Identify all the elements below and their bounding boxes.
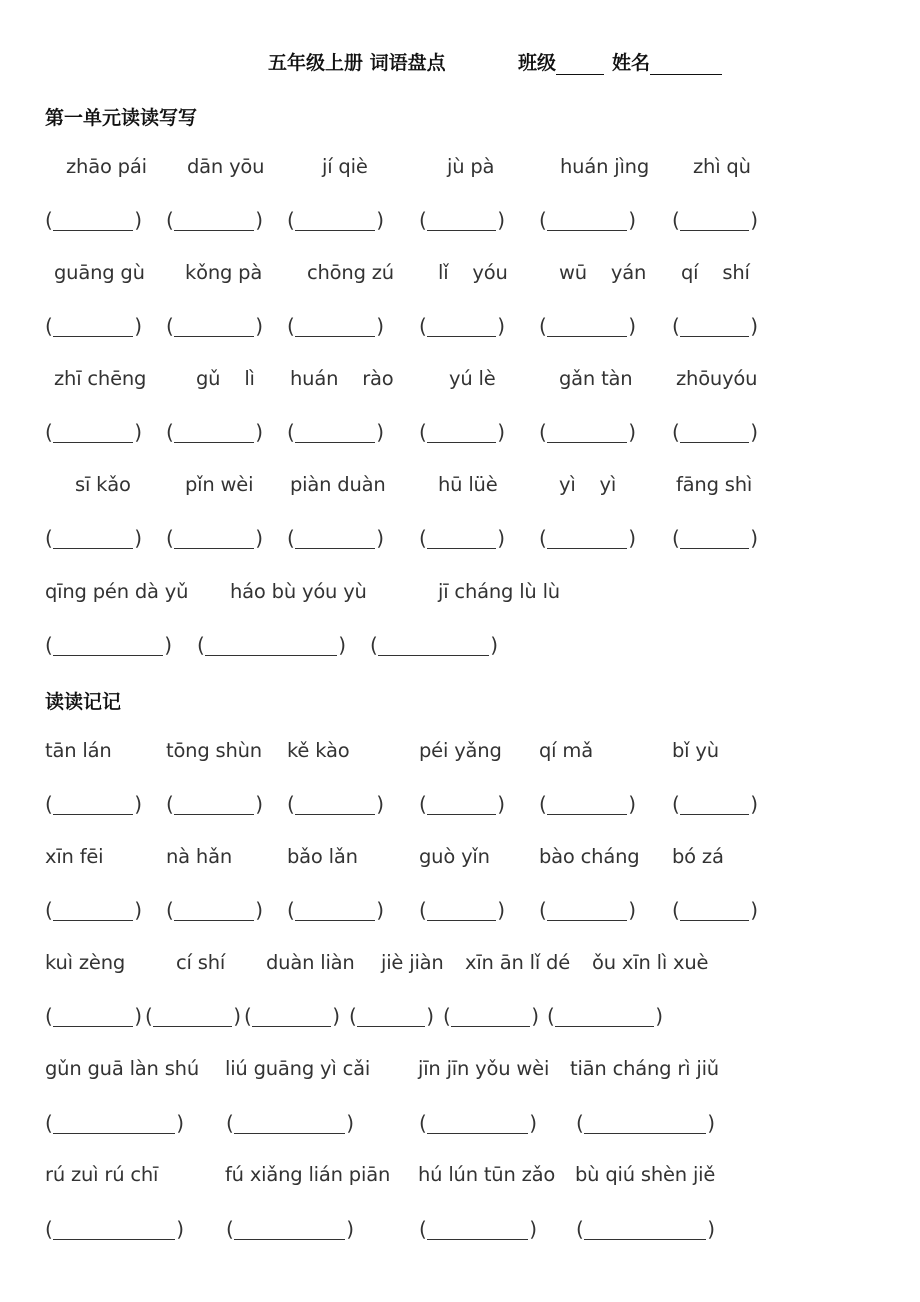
answer-underline [53, 814, 133, 815]
answer-row [0, 898, 920, 932]
close-paren: ) [164, 633, 172, 657]
answer-underline [547, 442, 627, 443]
close-paren: ) [497, 792, 505, 816]
answer-blank[interactable] [45, 526, 142, 556]
close-paren: ) [750, 526, 758, 550]
close-paren: ) [497, 208, 505, 232]
open-paren: ( [45, 526, 53, 550]
pinyin-word: huán rào [290, 367, 394, 390]
answer-blank[interactable] [287, 208, 384, 238]
pinyin-word: wū yán [559, 261, 647, 284]
answer-blank[interactable] [45, 208, 142, 238]
open-paren: ( [197, 633, 205, 657]
open-paren: ( [539, 314, 547, 338]
answer-underline [547, 336, 627, 337]
close-paren: ) [376, 898, 384, 922]
pinyin-word: ǒu xīn lì xuè [592, 951, 709, 974]
answer-blank[interactable] [45, 633, 172, 663]
open-paren: ( [45, 1217, 53, 1241]
open-paren: ( [287, 526, 295, 550]
answer-blank[interactable] [145, 1004, 241, 1034]
close-paren: ) [750, 792, 758, 816]
answer-underline [53, 920, 133, 921]
answer-underline [427, 1239, 528, 1240]
pinyin-row [0, 580, 920, 614]
close-paren: ) [176, 1217, 184, 1241]
answer-blank[interactable] [226, 1217, 354, 1247]
pinyin-word: xīn fēi [45, 845, 104, 868]
close-paren: ) [707, 1111, 715, 1135]
pinyin-word: tiān cháng rì jiǔ [570, 1057, 719, 1080]
class-label: 班级 [518, 52, 557, 74]
answer-underline [174, 336, 254, 337]
close-paren: ) [655, 1004, 663, 1028]
answer-blank[interactable] [419, 898, 505, 928]
open-paren: ( [419, 898, 427, 922]
answer-underline [53, 1133, 175, 1134]
answer-blank[interactable] [45, 420, 142, 450]
answer-blank[interactable] [539, 420, 636, 450]
close-paren: ) [497, 314, 505, 338]
answer-blank[interactable] [45, 898, 142, 928]
answer-underline [295, 920, 375, 921]
name-label: 姓名 [612, 52, 651, 74]
answer-blank[interactable] [244, 1004, 340, 1034]
close-paren: ) [628, 526, 636, 550]
answer-underline [252, 1026, 331, 1027]
pinyin-word: zhì qù [693, 155, 751, 178]
close-paren: ) [255, 314, 263, 338]
pinyin-word: yú lè [449, 367, 496, 390]
page-header [0, 48, 920, 78]
open-paren: ( [547, 1004, 555, 1028]
answer-underline [378, 655, 489, 656]
pinyin-word: pǐn wèi [185, 473, 254, 496]
pinyin-word: gǔ lì [196, 367, 255, 390]
pinyin-word: qí mǎ [539, 739, 593, 762]
answer-blank[interactable] [166, 208, 263, 238]
answer-blank[interactable] [547, 1004, 663, 1034]
answer-blank[interactable] [539, 898, 636, 928]
close-paren: ) [376, 420, 384, 444]
answer-underline [427, 230, 496, 231]
answer-underline [295, 336, 375, 337]
answer-underline [153, 1026, 232, 1027]
answer-underline [295, 548, 375, 549]
pinyin-word: piàn duàn [290, 473, 386, 496]
answer-underline [547, 230, 627, 231]
answer-underline [53, 230, 133, 231]
pinyin-row [0, 1057, 920, 1091]
open-paren: ( [576, 1111, 584, 1135]
pinyin-word: jīn jīn yǒu wèi [418, 1057, 550, 1080]
pinyin-word: bǎo lǎn [287, 845, 358, 868]
pinyin-word: bào cháng [539, 845, 640, 868]
close-paren: ) [134, 208, 142, 232]
answer-blank[interactable] [672, 420, 758, 450]
answer-blank[interactable] [672, 792, 758, 822]
pinyin-word: jī cháng lù lù [438, 580, 560, 603]
close-paren: ) [529, 1111, 537, 1135]
pinyin-row [0, 473, 920, 507]
close-paren: ) [750, 208, 758, 232]
open-paren: ( [287, 792, 295, 816]
open-paren: ( [419, 208, 427, 232]
pinyin-word: yì yì [559, 473, 617, 496]
answer-blank[interactable] [672, 208, 758, 238]
open-paren: ( [370, 633, 378, 657]
close-paren: ) [255, 208, 263, 232]
answer-row [0, 1111, 920, 1145]
pinyin-word: jí qiè [322, 155, 368, 178]
answer-underline [295, 814, 375, 815]
answer-blank[interactable] [419, 1217, 537, 1247]
close-paren: ) [426, 1004, 434, 1028]
answer-underline [680, 920, 749, 921]
answer-blank[interactable] [45, 1004, 142, 1034]
pinyin-row [0, 261, 920, 295]
close-paren: ) [134, 314, 142, 338]
pinyin-row [0, 155, 920, 189]
answer-row [0, 314, 920, 348]
answer-blank[interactable] [539, 792, 636, 822]
pinyin-word: chōng zú [307, 261, 394, 284]
close-paren: ) [628, 420, 636, 444]
pinyin-word: tān lán [45, 739, 112, 762]
open-paren: ( [672, 314, 680, 338]
answer-underline [205, 655, 337, 656]
close-paren: ) [134, 420, 142, 444]
open-paren: ( [45, 208, 53, 232]
answer-blank[interactable] [45, 1217, 184, 1247]
close-paren: ) [346, 1217, 354, 1241]
answer-blank[interactable] [539, 208, 636, 238]
pinyin-word: liú guāng yì cǎi [225, 1057, 371, 1080]
close-paren: ) [750, 898, 758, 922]
answer-underline [427, 336, 496, 337]
open-paren: ( [419, 420, 427, 444]
answer-underline [295, 442, 375, 443]
open-paren: ( [539, 208, 547, 232]
open-paren: ( [539, 792, 547, 816]
open-paren: ( [443, 1004, 451, 1028]
close-paren: ) [338, 633, 346, 657]
answer-underline [427, 814, 496, 815]
answer-blank[interactable] [287, 420, 384, 450]
close-paren: ) [376, 792, 384, 816]
pinyin-word: zhāo pái [66, 155, 147, 178]
answer-underline [234, 1239, 345, 1240]
answer-underline [53, 442, 133, 443]
open-paren: ( [244, 1004, 252, 1028]
close-paren: ) [529, 1217, 537, 1241]
close-paren: ) [255, 792, 263, 816]
answer-blank[interactable] [672, 898, 758, 928]
answer-underline [53, 655, 163, 656]
answer-blank[interactable] [443, 1004, 539, 1034]
answer-underline [53, 1239, 175, 1240]
pinyin-word: jiè jiàn [381, 951, 444, 974]
class-field [518, 48, 604, 75]
open-paren: ( [672, 792, 680, 816]
close-paren: ) [628, 792, 636, 816]
close-paren: ) [497, 420, 505, 444]
answer-blank[interactable] [166, 314, 263, 344]
answer-blank[interactable] [672, 314, 758, 344]
open-paren: ( [166, 792, 174, 816]
pinyin-row [0, 367, 920, 401]
answer-row [0, 208, 920, 242]
answer-row [0, 1217, 920, 1251]
answer-blank[interactable] [166, 526, 263, 556]
pinyin-word: zhōuyóu [676, 367, 758, 390]
answer-blank[interactable] [539, 526, 636, 556]
pinyin-word: gǎn tàn [559, 367, 633, 390]
answer-blank[interactable] [166, 420, 263, 450]
answer-underline [547, 920, 627, 921]
open-paren: ( [419, 314, 427, 338]
answer-underline [680, 230, 749, 231]
pinyin-word: hú lún tūn zǎo [418, 1163, 556, 1186]
pinyin-word: bù qiú shèn jiě [575, 1163, 716, 1186]
answer-underline [174, 548, 254, 549]
open-paren: ( [349, 1004, 357, 1028]
answer-blank[interactable] [45, 314, 142, 344]
close-paren: ) [497, 898, 505, 922]
open-paren: ( [539, 526, 547, 550]
pinyin-word: fú xiǎng lián piān [225, 1163, 391, 1186]
answer-underline [53, 548, 133, 549]
pinyin-row [0, 1163, 920, 1197]
pinyin-word: cí shí [176, 951, 226, 974]
open-paren: ( [672, 526, 680, 550]
close-paren: ) [233, 1004, 241, 1028]
open-paren: ( [45, 633, 53, 657]
open-paren: ( [672, 208, 680, 232]
section2-title: 读读记记 [45, 691, 122, 713]
open-paren: ( [45, 898, 53, 922]
answer-underline [451, 1026, 530, 1027]
section1-title: 第一单元读读写写 [45, 107, 198, 129]
answer-underline [584, 1239, 706, 1240]
class-blank[interactable] [556, 54, 604, 75]
answer-underline [547, 548, 627, 549]
answer-blank[interactable] [419, 208, 505, 238]
open-paren: ( [287, 208, 295, 232]
answer-row [0, 792, 920, 826]
pinyin-word: lǐ yóu [438, 261, 508, 284]
pinyin-word: xīn ān lǐ dé [465, 951, 571, 974]
open-paren: ( [166, 314, 174, 338]
pinyin-word: gǔn guā làn shú [45, 1057, 199, 1080]
open-paren: ( [672, 898, 680, 922]
open-paren: ( [419, 526, 427, 550]
pinyin-word: dān yōu [187, 155, 265, 178]
open-paren: ( [166, 898, 174, 922]
open-paren: ( [45, 420, 53, 444]
open-paren: ( [45, 792, 53, 816]
close-paren: ) [490, 633, 498, 657]
open-paren: ( [576, 1217, 584, 1241]
pinyin-word: hū lüè [438, 473, 498, 496]
open-paren: ( [226, 1111, 234, 1135]
pinyin-row [0, 739, 920, 773]
open-paren: ( [287, 314, 295, 338]
open-paren: ( [539, 420, 547, 444]
answer-underline [427, 1133, 528, 1134]
answer-blank[interactable] [370, 633, 498, 663]
answer-underline [427, 548, 496, 549]
pinyin-word: duàn liàn [266, 951, 355, 974]
pinyin-word: háo bù yóu yù [230, 580, 367, 603]
open-paren: ( [419, 1111, 427, 1135]
answer-blank[interactable] [419, 420, 505, 450]
answer-blank[interactable] [45, 1111, 184, 1141]
close-paren: ) [332, 1004, 340, 1028]
pinyin-word: kě kào [287, 739, 350, 762]
answer-row [0, 1004, 920, 1038]
open-paren: ( [287, 898, 295, 922]
close-paren: ) [134, 792, 142, 816]
close-paren: ) [376, 314, 384, 338]
answer-underline [357, 1026, 425, 1027]
close-paren: ) [628, 898, 636, 922]
close-paren: ) [628, 314, 636, 338]
pinyin-word: qí shí [681, 261, 750, 284]
pinyin-word: tōng shùn [166, 739, 262, 762]
open-paren: ( [166, 526, 174, 550]
pinyin-word: guāng gù [54, 261, 145, 284]
close-paren: ) [134, 898, 142, 922]
answer-underline [680, 442, 749, 443]
open-paren: ( [45, 1111, 53, 1135]
open-paren: ( [226, 1217, 234, 1241]
answer-blank[interactable] [576, 1217, 715, 1247]
close-paren: ) [346, 1111, 354, 1135]
answer-blank[interactable] [419, 314, 505, 344]
answer-blank[interactable] [576, 1111, 715, 1141]
open-paren: ( [45, 1004, 53, 1028]
page-title: 五年级上册 词语盘点 [268, 52, 446, 74]
answer-underline [555, 1026, 654, 1027]
answer-underline [234, 1133, 345, 1134]
answer-blank[interactable] [539, 314, 636, 344]
answer-underline [174, 442, 254, 443]
answer-blank[interactable] [287, 314, 384, 344]
answer-underline [174, 920, 254, 921]
pinyin-row [0, 951, 920, 985]
close-paren: ) [628, 208, 636, 232]
open-paren: ( [672, 420, 680, 444]
open-paren: ( [166, 420, 174, 444]
answer-underline [53, 1026, 133, 1027]
answer-blank[interactable] [672, 526, 758, 556]
close-paren: ) [531, 1004, 539, 1028]
open-paren: ( [539, 898, 547, 922]
answer-blank[interactable] [419, 1111, 537, 1141]
name-blank[interactable] [650, 54, 722, 75]
close-paren: ) [376, 208, 384, 232]
open-paren: ( [166, 208, 174, 232]
answer-underline [427, 442, 496, 443]
answer-blank[interactable] [287, 526, 384, 556]
close-paren: ) [255, 420, 263, 444]
close-paren: ) [376, 526, 384, 550]
pinyin-word: fāng shì [676, 473, 753, 496]
pinyin-word: kǒng pà [185, 261, 263, 284]
answer-blank[interactable] [419, 792, 505, 822]
close-paren: ) [707, 1217, 715, 1241]
answer-blank[interactable] [287, 898, 384, 928]
answer-blank[interactable] [226, 1111, 354, 1141]
answer-underline [680, 336, 749, 337]
pinyin-word: sī kǎo [75, 473, 131, 496]
answer-row [0, 526, 920, 560]
pinyin-word: huán jìng [560, 155, 649, 178]
answer-underline [295, 230, 375, 231]
answer-underline [53, 336, 133, 337]
close-paren: ) [255, 898, 263, 922]
answer-underline [427, 920, 496, 921]
open-paren: ( [45, 314, 53, 338]
answer-blank[interactable] [166, 792, 263, 822]
pinyin-word: qīng pén dà yǔ [45, 580, 189, 603]
pinyin-word: zhī chēng [54, 367, 147, 390]
answer-blank[interactable] [349, 1004, 434, 1034]
answer-underline [174, 230, 254, 231]
answer-underline [174, 814, 254, 815]
pinyin-word: bó zá [672, 845, 724, 868]
name-field [612, 48, 722, 75]
pinyin-word: péi yǎng [419, 739, 502, 762]
close-paren: ) [134, 526, 142, 550]
close-paren: ) [497, 526, 505, 550]
close-paren: ) [176, 1111, 184, 1135]
answer-row [0, 633, 920, 667]
close-paren: ) [255, 526, 263, 550]
answer-underline [680, 548, 749, 549]
answer-blank[interactable] [45, 792, 142, 822]
open-paren: ( [419, 792, 427, 816]
close-paren: ) [750, 314, 758, 338]
pinyin-word: guò yǐn [419, 845, 490, 868]
pinyin-word: kuì zèng [45, 951, 126, 974]
pinyin-row [0, 845, 920, 879]
answer-blank[interactable] [419, 526, 505, 556]
open-paren: ( [419, 1217, 427, 1241]
pinyin-word: bǐ yù [672, 739, 719, 762]
close-paren: ) [134, 1004, 142, 1028]
answer-blank[interactable] [166, 898, 263, 928]
pinyin-word: nà hǎn [166, 845, 232, 868]
pinyin-word: rú zuì rú chī [45, 1163, 159, 1186]
close-paren: ) [750, 420, 758, 444]
answer-underline [584, 1133, 706, 1134]
open-paren: ( [145, 1004, 153, 1028]
answer-blank[interactable] [287, 792, 384, 822]
pinyin-word: jù pà [447, 155, 495, 178]
answer-blank[interactable] [197, 633, 346, 663]
answer-underline [680, 814, 749, 815]
answer-row [0, 420, 920, 454]
open-paren: ( [287, 420, 295, 444]
answer-underline [547, 814, 627, 815]
